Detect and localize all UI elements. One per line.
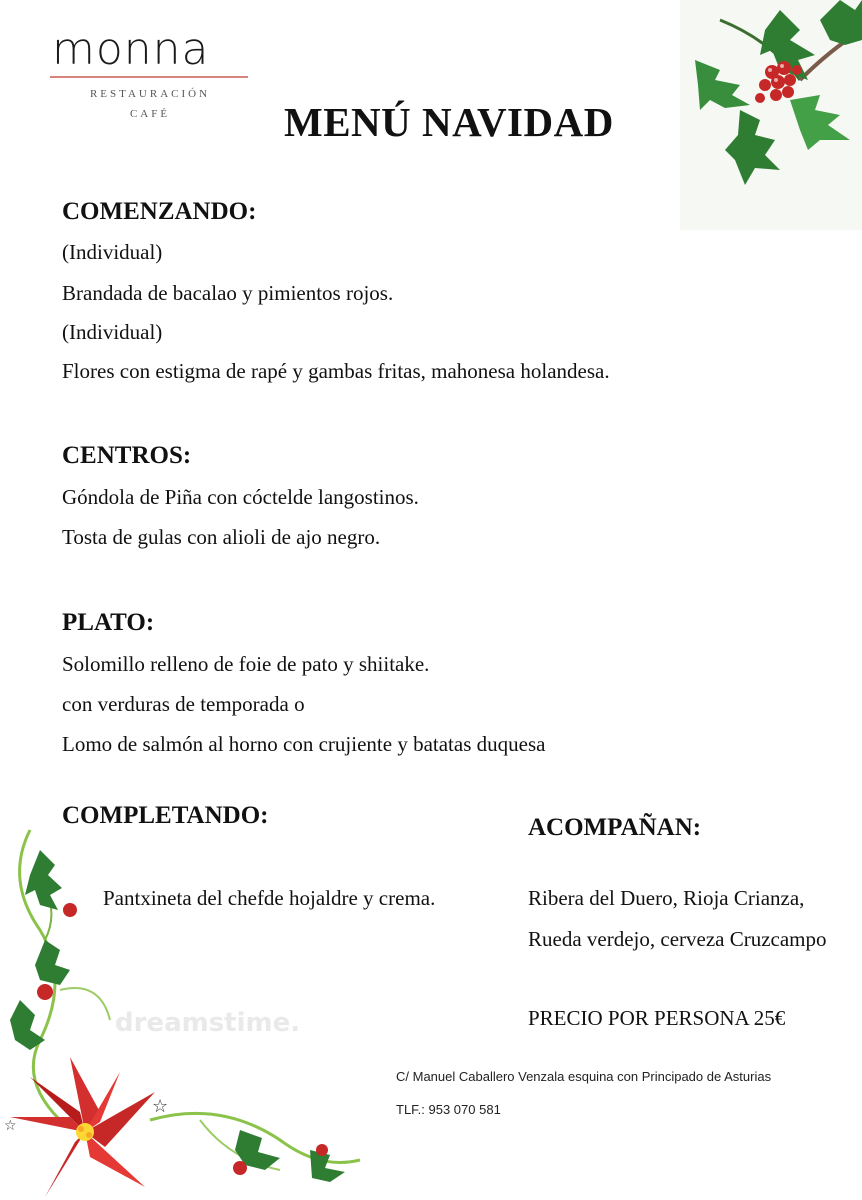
- list-item: con verduras de temporada o: [62, 692, 305, 716]
- list-item: Lomo de salmón al horno con crujiente y batatas duquesa: [62, 732, 546, 756]
- list-item: Tosta de gulas con alioli de ajo negro.: [62, 525, 381, 549]
- svg-text:☆: ☆: [152, 1096, 169, 1117]
- list-item: Góndola de Piña con cóctelde langostinos.: [62, 485, 419, 509]
- brand-line-restauracion: RESTAURACIÓN: [89, 88, 211, 100]
- list-item: Brandada de bacalao y pimientos rojos.: [62, 281, 394, 305]
- list-item: Ribera del Duero, Rioja Crianza,: [528, 886, 805, 910]
- section-heading-comenzando: COMENZANDO:: [62, 198, 257, 225]
- section-heading-completando: COMPLETANDO:: [62, 802, 269, 829]
- brand-logo-wordmark: monna: [52, 24, 210, 75]
- list-item: Pantxineta del chefde hojaldre y crema.: [103, 886, 436, 910]
- list-item: (Individual): [62, 240, 163, 264]
- brand-line-cafe: CAFÉ: [129, 108, 171, 120]
- section-heading-acompanan: ACOMPAÑAN:: [528, 814, 702, 841]
- holly-icon: [680, 0, 862, 230]
- section-heading-plato: PLATO:: [62, 609, 155, 636]
- price-label: PRECIO POR PERSONA 25€: [528, 1006, 786, 1030]
- brand-logo-rule: [50, 76, 248, 78]
- menu-title: MENÚ NAVIDAD: [284, 99, 614, 145]
- svg-text:☆: ☆: [4, 1118, 17, 1134]
- list-item: (Individual): [62, 320, 163, 344]
- list-item: Rueda verdejo, cerveza Cruzcampo: [528, 927, 827, 951]
- list-item: Solomillo relleno de foie de pato y shiitake.: [62, 652, 430, 676]
- watermark-text: dreamstime.: [115, 1008, 301, 1038]
- address-text: C/ Manuel Caballero Venzala esquina con Principado de Asturias: [396, 1069, 772, 1084]
- list-item: Flores con estigma de rapé y gambas fritas, mahonesa holandesa.: [62, 359, 610, 383]
- poinsettia-icon: [0, 820, 380, 1200]
- phone-text: TLF.: 953 070 581: [396, 1102, 501, 1117]
- section-heading-centros: CENTROS:: [62, 442, 192, 469]
